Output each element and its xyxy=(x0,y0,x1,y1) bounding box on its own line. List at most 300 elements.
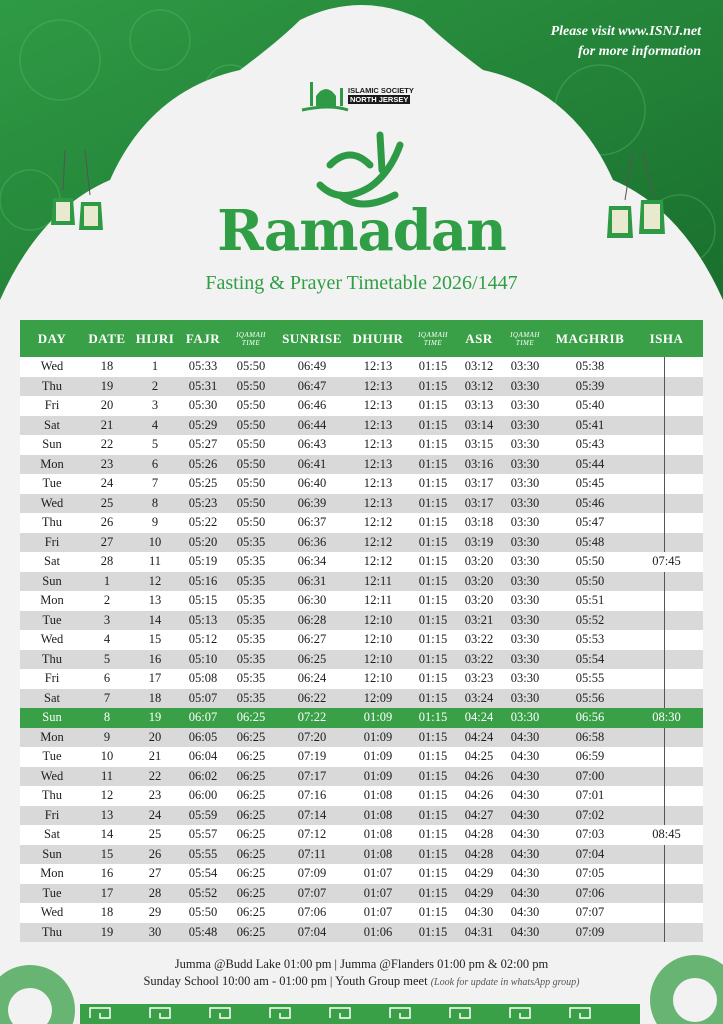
cell-asr-iqamah: 03:30 xyxy=(500,611,550,631)
cell-date: 4 xyxy=(84,630,130,650)
cell-maghrib: 05:50 xyxy=(550,552,630,572)
table-row xyxy=(20,396,703,416)
cell-day: Mon xyxy=(20,591,84,611)
cell-sunrise: 06:40 xyxy=(276,474,348,494)
cell-dhuhr: 12:13 xyxy=(348,474,408,494)
cell-maghrib: 07:04 xyxy=(550,845,630,865)
logo-text xyxy=(348,86,414,104)
cell-sunrise: 07:11 xyxy=(276,845,348,865)
cell-date: 27 xyxy=(84,533,130,553)
cell-date: 12 xyxy=(84,786,130,806)
cell-hijri: 8 xyxy=(130,494,180,514)
cell-hijri: 18 xyxy=(130,689,180,709)
cell-sunrise: 06:27 xyxy=(276,630,348,650)
cell-dhuhr-iqamah: 01:15 xyxy=(408,903,458,923)
cell-fajr: 05:27 xyxy=(180,435,226,455)
cell-sunrise: 07:06 xyxy=(276,903,348,923)
cell-maghrib: 07:05 xyxy=(550,864,630,884)
cell-isha xyxy=(630,494,703,514)
cell-isha xyxy=(630,884,703,904)
cell-dhuhr: 12:13 xyxy=(348,455,408,475)
cell-asr: 04:29 xyxy=(458,864,500,884)
cell-day: Wed xyxy=(20,767,84,787)
cell-day: Thu xyxy=(20,786,84,806)
cell-dhuhr: 01:08 xyxy=(348,825,408,845)
website-note-line1: Please visit www.ISNJ.net xyxy=(550,24,701,39)
cell-asr: 04:24 xyxy=(458,728,500,748)
cell-date: 19 xyxy=(84,377,130,397)
cell-asr: 03:19 xyxy=(458,533,500,553)
cell-isha xyxy=(630,903,703,923)
table-row xyxy=(20,923,703,943)
cell-asr-iqamah: 04:30 xyxy=(500,747,550,767)
cell-sunrise: 06:43 xyxy=(276,435,348,455)
cell-maghrib: 07:09 xyxy=(550,923,630,943)
cell-fajr-iqamah: 05:35 xyxy=(226,630,276,650)
cell-day: Fri xyxy=(20,806,84,826)
cell-dhuhr: 12:12 xyxy=(348,533,408,553)
cell-asr: 03:12 xyxy=(458,357,500,377)
table-row xyxy=(20,455,703,475)
cell-isha xyxy=(630,747,703,767)
cell-fajr: 05:26 xyxy=(180,455,226,475)
cell-sunrise: 06:37 xyxy=(276,513,348,533)
cell-maghrib: 05:51 xyxy=(550,591,630,611)
cell-asr: 04:24 xyxy=(458,708,500,728)
cell-maghrib: 05:48 xyxy=(550,533,630,553)
cell-dhuhr-iqamah: 01:15 xyxy=(408,357,458,377)
cell-dhuhr: 01:09 xyxy=(348,708,408,728)
cell-isha xyxy=(630,806,703,826)
cell-asr-iqamah: 03:30 xyxy=(500,552,550,572)
cell-asr: 04:27 xyxy=(458,806,500,826)
cell-maghrib: 05:47 xyxy=(550,513,630,533)
cell-asr: 03:21 xyxy=(458,611,500,631)
cell-asr-iqamah: 03:30 xyxy=(500,357,550,377)
cell-maghrib: 05:44 xyxy=(550,455,630,475)
cell-fajr-iqamah: 05:50 xyxy=(226,513,276,533)
cell-day: Wed xyxy=(20,494,84,514)
cell-day: Sun xyxy=(20,845,84,865)
cell-hijri: 24 xyxy=(130,806,180,826)
cell-dhuhr: 01:06 xyxy=(348,923,408,943)
cell-dhuhr: 01:09 xyxy=(348,728,408,748)
cell-asr-iqamah: 04:30 xyxy=(500,845,550,865)
cell-asr-iqamah: 03:30 xyxy=(500,377,550,397)
cell-sunrise: 07:20 xyxy=(276,728,348,748)
cell-maghrib: 07:07 xyxy=(550,903,630,923)
lantern-left-icon xyxy=(45,150,115,235)
cell-isha xyxy=(630,377,703,397)
cell-date: 18 xyxy=(84,903,130,923)
cell-asr: 03:20 xyxy=(458,552,500,572)
cell-sunrise: 07:04 xyxy=(276,923,348,943)
table-row xyxy=(20,474,703,494)
cell-fajr: 06:07 xyxy=(180,708,226,728)
website-note-line2: for more information xyxy=(578,44,701,59)
cell-date: 13 xyxy=(84,806,130,826)
cell-maghrib: 05:55 xyxy=(550,669,630,689)
cell-day: Thu xyxy=(20,513,84,533)
cell-fajr-iqamah: 05:50 xyxy=(226,357,276,377)
cell-date: 9 xyxy=(84,728,130,748)
cell-dhuhr-iqamah: 01:15 xyxy=(408,884,458,904)
cell-asr-iqamah: 03:30 xyxy=(500,591,550,611)
cell-fajr: 05:22 xyxy=(180,513,226,533)
cell-date: 24 xyxy=(84,474,130,494)
header-asr-iqamah: IQAMAH TIME xyxy=(500,320,550,357)
cell-date: 22 xyxy=(84,435,130,455)
cell-day: Mon xyxy=(20,455,84,475)
cell-asr-iqamah: 04:30 xyxy=(500,728,550,748)
cell-asr-iqamah: 03:30 xyxy=(500,513,550,533)
cell-asr: 03:17 xyxy=(458,494,500,514)
page-subtitle: Fasting & Prayer Timetable 2026/1447 xyxy=(205,272,518,294)
cell-fajr-iqamah: 06:25 xyxy=(226,747,276,767)
cell-dhuhr: 12:13 xyxy=(348,435,408,455)
cell-day: Sat xyxy=(20,416,84,436)
cell-asr: 03:23 xyxy=(458,669,500,689)
cell-hijri: 26 xyxy=(130,845,180,865)
cell-day: Thu xyxy=(20,377,84,397)
cell-fajr: 05:16 xyxy=(180,572,226,592)
cell-hijri: 1 xyxy=(130,357,180,377)
cell-fajr: 05:30 xyxy=(180,396,226,416)
header-asr: ASR xyxy=(458,320,500,357)
cell-date: 20 xyxy=(84,396,130,416)
cell-asr-iqamah: 03:30 xyxy=(500,494,550,514)
cell-fajr-iqamah: 05:35 xyxy=(226,552,276,572)
cell-asr: 03:12 xyxy=(458,377,500,397)
cell-sunrise: 07:07 xyxy=(276,884,348,904)
decorative-border-strip xyxy=(0,1000,723,1024)
cell-asr: 04:25 xyxy=(458,747,500,767)
cell-fajr-iqamah: 05:50 xyxy=(226,494,276,514)
cell-dhuhr: 01:07 xyxy=(348,903,408,923)
table-row xyxy=(20,884,703,904)
cell-isha xyxy=(630,669,703,689)
cell-fajr-iqamah: 06:25 xyxy=(226,767,276,787)
cell-isha xyxy=(630,728,703,748)
cell-asr-iqamah: 03:30 xyxy=(500,416,550,436)
cell-maghrib: 05:41 xyxy=(550,416,630,436)
cell-day: Tue xyxy=(20,611,84,631)
cell-dhuhr: 01:08 xyxy=(348,806,408,826)
cell-dhuhr: 01:09 xyxy=(348,767,408,787)
cell-date: 7 xyxy=(84,689,130,709)
cell-day: Sat xyxy=(20,689,84,709)
cell-asr: 03:15 xyxy=(458,435,500,455)
cell-hijri: 10 xyxy=(130,533,180,553)
header-fajr: FAJR xyxy=(180,320,226,357)
cell-dhuhr: 12:13 xyxy=(348,416,408,436)
header-hijri: HIJRI xyxy=(130,320,180,357)
cell-sunrise: 06:34 xyxy=(276,552,348,572)
cell-dhuhr: 12:11 xyxy=(348,591,408,611)
cell-isha xyxy=(630,357,703,377)
cell-day: Sun xyxy=(20,708,84,728)
cell-isha xyxy=(630,533,703,553)
cell-asr-iqamah: 03:30 xyxy=(500,708,550,728)
cell-maghrib: 05:43 xyxy=(550,435,630,455)
table-row xyxy=(20,786,703,806)
cell-isha: 07:45 xyxy=(630,552,703,572)
cell-dhuhr-iqamah: 01:15 xyxy=(408,689,458,709)
cell-maghrib: 05:38 xyxy=(550,357,630,377)
cell-date: 11 xyxy=(84,767,130,787)
cell-fajr: 05:19 xyxy=(180,552,226,572)
cell-fajr-iqamah: 05:50 xyxy=(226,377,276,397)
cell-fajr: 06:05 xyxy=(180,728,226,748)
cell-asr-iqamah: 03:30 xyxy=(500,630,550,650)
cell-dhuhr: 12:12 xyxy=(348,552,408,572)
cell-hijri: 17 xyxy=(130,669,180,689)
footer-line2 xyxy=(0,973,723,991)
table-row xyxy=(20,435,703,455)
cell-fajr-iqamah: 05:35 xyxy=(226,533,276,553)
cell-asr-iqamah: 04:30 xyxy=(500,864,550,884)
cell-isha xyxy=(630,630,703,650)
cell-fajr: 05:57 xyxy=(180,825,226,845)
table-row xyxy=(20,572,703,592)
cell-dhuhr: 12:13 xyxy=(348,377,408,397)
cell-fajr-iqamah: 06:25 xyxy=(226,845,276,865)
cell-day: Mon xyxy=(20,864,84,884)
cell-asr-iqamah: 03:30 xyxy=(500,572,550,592)
cell-fajr-iqamah: 05:35 xyxy=(226,689,276,709)
table-row xyxy=(20,903,703,923)
cell-sunrise: 06:22 xyxy=(276,689,348,709)
cell-hijri: 6 xyxy=(130,455,180,475)
cell-date: 26 xyxy=(84,513,130,533)
cell-fajr: 05:33 xyxy=(180,357,226,377)
cell-day: Sun xyxy=(20,435,84,455)
cell-isha xyxy=(630,455,703,475)
cell-isha xyxy=(630,650,703,670)
cell-date: 6 xyxy=(84,669,130,689)
cell-sunrise: 06:36 xyxy=(276,533,348,553)
cell-day: Sat xyxy=(20,825,84,845)
cell-sunrise: 06:28 xyxy=(276,611,348,631)
table-header-row xyxy=(20,320,703,357)
header-date: DATE xyxy=(84,320,130,357)
cell-asr-iqamah: 04:30 xyxy=(500,786,550,806)
cell-hijri: 16 xyxy=(130,650,180,670)
cell-dhuhr: 01:08 xyxy=(348,786,408,806)
header-isha: ISHA xyxy=(630,320,703,357)
lantern-right-icon xyxy=(603,150,673,245)
cell-hijri: 4 xyxy=(130,416,180,436)
cell-fajr: 05:31 xyxy=(180,377,226,397)
page-title: Ramadan xyxy=(217,198,506,264)
cell-date: 14 xyxy=(84,825,130,845)
website-note xyxy=(551,22,701,62)
cell-isha xyxy=(630,786,703,806)
cell-dhuhr-iqamah: 01:15 xyxy=(408,786,458,806)
cell-maghrib: 05:45 xyxy=(550,474,630,494)
cell-hijri: 28 xyxy=(130,884,180,904)
cell-maghrib: 07:03 xyxy=(550,825,630,845)
cell-isha xyxy=(630,689,703,709)
cell-maghrib: 05:46 xyxy=(550,494,630,514)
cell-dhuhr-iqamah: 01:15 xyxy=(408,845,458,865)
table-row xyxy=(20,513,703,533)
cell-sunrise: 06:24 xyxy=(276,669,348,689)
cell-isha: 08:45 xyxy=(630,825,703,845)
table-row xyxy=(20,767,703,787)
cell-fajr: 05:25 xyxy=(180,474,226,494)
cell-dhuhr: 12:10 xyxy=(348,669,408,689)
cell-maghrib: 07:01 xyxy=(550,786,630,806)
cell-fajr-iqamah: 05:50 xyxy=(226,416,276,436)
cell-dhuhr-iqamah: 01:15 xyxy=(408,611,458,631)
cell-hijri: 22 xyxy=(130,767,180,787)
cell-fajr: 05:50 xyxy=(180,903,226,923)
cell-hijri: 27 xyxy=(130,864,180,884)
table-row xyxy=(20,591,703,611)
cell-fajr-iqamah: 06:25 xyxy=(226,903,276,923)
cell-date: 3 xyxy=(84,611,130,631)
cell-dhuhr: 01:07 xyxy=(348,884,408,904)
cell-dhuhr: 01:08 xyxy=(348,845,408,865)
table-row xyxy=(20,747,703,767)
cell-fajr-iqamah: 05:35 xyxy=(226,572,276,592)
cell-dhuhr-iqamah: 01:15 xyxy=(408,650,458,670)
cell-asr: 04:29 xyxy=(458,884,500,904)
cell-dhuhr: 12:10 xyxy=(348,630,408,650)
cell-fajr-iqamah: 06:25 xyxy=(226,728,276,748)
timetable-table xyxy=(20,320,703,942)
cell-dhuhr: 12:12 xyxy=(348,513,408,533)
cell-day: Wed xyxy=(20,903,84,923)
cell-sunrise: 07:19 xyxy=(276,747,348,767)
cell-dhuhr: 12:10 xyxy=(348,650,408,670)
cell-asr: 03:22 xyxy=(458,650,500,670)
cell-fajr-iqamah: 05:35 xyxy=(226,650,276,670)
cell-hijri: 7 xyxy=(130,474,180,494)
cell-date: 5 xyxy=(84,650,130,670)
cell-isha xyxy=(630,513,703,533)
cell-asr: 03:13 xyxy=(458,396,500,416)
cell-day: Fri xyxy=(20,396,84,416)
cell-fajr: 05:48 xyxy=(180,923,226,943)
cell-fajr-iqamah: 06:25 xyxy=(226,708,276,728)
cell-hijri: 11 xyxy=(130,552,180,572)
cell-isha xyxy=(630,845,703,865)
cell-dhuhr-iqamah: 01:15 xyxy=(408,533,458,553)
cell-asr: 03:24 xyxy=(458,689,500,709)
table-row xyxy=(20,357,703,377)
cell-day: Fri xyxy=(20,669,84,689)
cell-fajr: 05:54 xyxy=(180,864,226,884)
cell-fajr: 05:20 xyxy=(180,533,226,553)
cell-sunrise: 06:47 xyxy=(276,377,348,397)
cell-dhuhr: 12:09 xyxy=(348,689,408,709)
cell-hijri: 25 xyxy=(130,825,180,845)
cell-dhuhr-iqamah: 01:15 xyxy=(408,494,458,514)
cell-sunrise: 06:39 xyxy=(276,494,348,514)
cell-dhuhr: 12:13 xyxy=(348,396,408,416)
table-row xyxy=(20,845,703,865)
cell-date: 16 xyxy=(84,864,130,884)
cell-sunrise: 06:44 xyxy=(276,416,348,436)
cell-dhuhr-iqamah: 01:15 xyxy=(408,747,458,767)
cell-fajr: 05:59 xyxy=(180,806,226,826)
cell-hijri: 2 xyxy=(130,377,180,397)
footer xyxy=(0,956,723,991)
cell-sunrise: 07:09 xyxy=(276,864,348,884)
cell-fajr-iqamah: 06:25 xyxy=(226,825,276,845)
cell-dhuhr: 12:11 xyxy=(348,572,408,592)
cell-date: 15 xyxy=(84,845,130,865)
cell-sunrise: 06:49 xyxy=(276,357,348,377)
cell-date: 1 xyxy=(84,572,130,592)
cell-sunrise: 07:16 xyxy=(276,786,348,806)
cell-sunrise: 06:31 xyxy=(276,572,348,592)
cell-hijri: 21 xyxy=(130,747,180,767)
table-row xyxy=(20,552,703,572)
cell-maghrib: 07:02 xyxy=(550,806,630,826)
cell-asr-iqamah: 03:30 xyxy=(500,455,550,475)
header-day: DAY xyxy=(20,320,84,357)
cell-dhuhr-iqamah: 01:15 xyxy=(408,767,458,787)
cell-day: Mon xyxy=(20,728,84,748)
cell-sunrise: 07:22 xyxy=(276,708,348,728)
cell-asr-iqamah: 04:30 xyxy=(500,825,550,845)
cell-day: Tue xyxy=(20,747,84,767)
cell-fajr-iqamah: 05:50 xyxy=(226,396,276,416)
cell-day: Wed xyxy=(20,357,84,377)
cell-fajr: 05:10 xyxy=(180,650,226,670)
footer-note: (Look for update in whatsApp group) xyxy=(430,977,580,988)
cell-hijri: 29 xyxy=(130,903,180,923)
cell-asr-iqamah: 03:30 xyxy=(500,689,550,709)
table-row xyxy=(20,825,703,845)
table-row xyxy=(20,669,703,689)
cell-hijri: 3 xyxy=(130,396,180,416)
header-dhuhr-iqamah: IQAMAH TIME xyxy=(408,320,458,357)
cell-asr: 04:26 xyxy=(458,786,500,806)
cell-date: 23 xyxy=(84,455,130,475)
cell-hijri: 9 xyxy=(130,513,180,533)
cell-dhuhr-iqamah: 01:15 xyxy=(408,396,458,416)
cell-asr-iqamah: 03:30 xyxy=(500,396,550,416)
header-sunrise: SUNRISE xyxy=(276,320,348,357)
cell-dhuhr: 01:07 xyxy=(348,864,408,884)
cell-asr-iqamah: 03:30 xyxy=(500,650,550,670)
cell-dhuhr: 12:10 xyxy=(348,611,408,631)
cell-fajr-iqamah: 06:25 xyxy=(226,884,276,904)
cell-date: 17 xyxy=(84,884,130,904)
cell-fajr-iqamah: 06:25 xyxy=(226,923,276,943)
cell-fajr: 05:08 xyxy=(180,669,226,689)
cell-asr: 04:31 xyxy=(458,923,500,943)
table-body xyxy=(20,357,703,942)
cell-day: Tue xyxy=(20,474,84,494)
cell-asr: 04:28 xyxy=(458,845,500,865)
cell-sunrise: 06:30 xyxy=(276,591,348,611)
cell-asr-iqamah: 03:30 xyxy=(500,474,550,494)
cell-date: 18 xyxy=(84,357,130,377)
cell-asr: 03:16 xyxy=(458,455,500,475)
table-row xyxy=(20,630,703,650)
cell-day: Sat xyxy=(20,552,84,572)
cell-maghrib: 05:52 xyxy=(550,611,630,631)
cell-maghrib: 06:56 xyxy=(550,708,630,728)
cell-dhuhr-iqamah: 01:15 xyxy=(408,513,458,533)
cell-dhuhr: 12:13 xyxy=(348,357,408,377)
cell-fajr: 06:00 xyxy=(180,786,226,806)
